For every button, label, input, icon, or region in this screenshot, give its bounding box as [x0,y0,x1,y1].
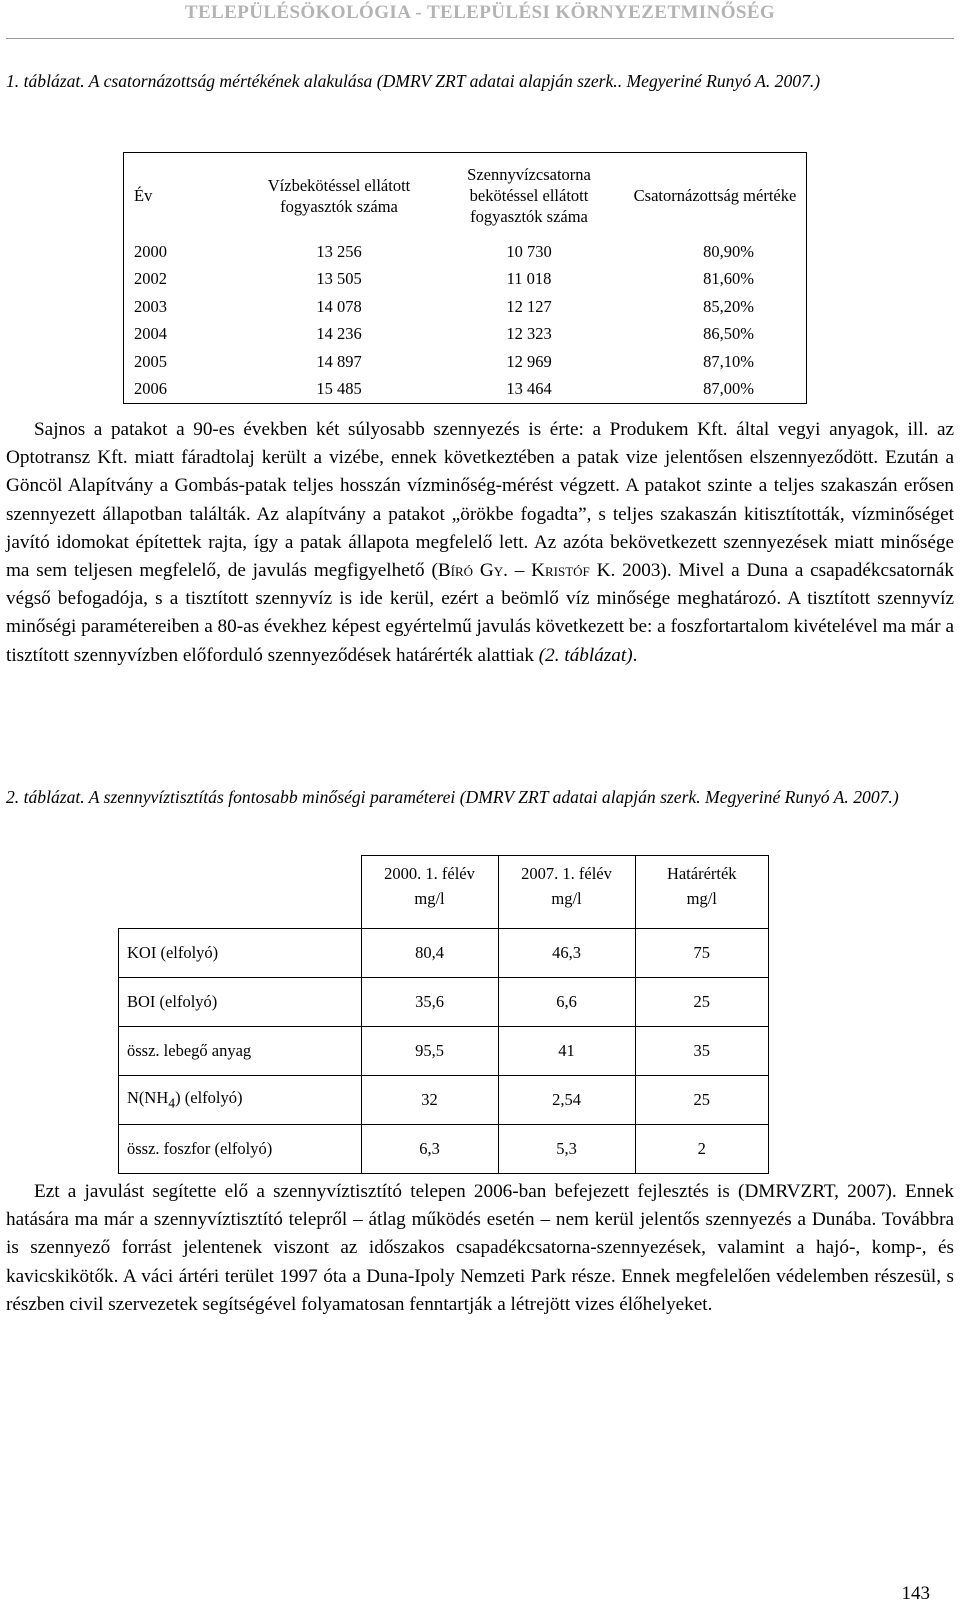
table-cell: 81,60% [703,269,754,289]
page-number: 143 [901,1583,930,1604]
row-label: össz. lebegő anyag [119,1027,362,1076]
label-subscript: 4 [168,1095,176,1111]
table1 [123,152,807,404]
table-cell: 95,5 [361,1027,498,1076]
table-cell: 14 236 [316,324,362,344]
table-cell: 12 969 [506,351,552,371]
table-cell: 75 [635,929,769,978]
table-row [119,978,769,1027]
table-cell: 86,50% [703,324,754,344]
table1-header-row [124,153,807,239]
table-cell: 46,3 [498,929,635,978]
table-row [119,1027,769,1076]
table-cell: 13 464 [506,379,552,399]
table-cell: 2006 [134,379,167,399]
table-cell: 11 018 [506,269,552,289]
header-line: 2000. 1. félév [384,864,475,883]
table-cell: 80,4 [361,929,498,978]
table2-header-limit [635,856,769,929]
table-cell: 6,3 [361,1125,498,1174]
paragraph-pollution [6,416,954,670]
table2-header-2000 [361,856,498,929]
citation-author: Bíró Gy. [437,560,508,582]
table-cell: 12 127 [506,296,552,316]
header-line: Határérték [666,864,737,883]
paragraph-text: 2003). Mivel a Duna a csapadékcsatornák végső befogadója, s a tisztított szennyvíz is ide kerül, ezért a beömlő víz minősége meghatározó. A tisztított szennyvíz minőségi paramétereiben a 80-as évekhez képest egyértelmű javulás következett be: a foszfortartalom kivételével ma már a tisztított szennyvízben előforduló szennyeződések határérték alattiak [6,560,954,666]
table-row [124,376,807,404]
table1-header-sewer: Szennyvízcsatorna bekötéssel ellátott fogyasztók száma [467,165,591,226]
table-reference: (2. táblázat) [538,644,633,666]
citation-dash: – [507,560,532,582]
citation-author: Kristóf K. [531,560,616,582]
table1-caption: 1. táblázat. A csatornázottság mértékének alakulása (DMRV ZRT adatai alapján szerk.. Megyeriné Runyó A. 2007.) [6,71,821,91]
table-cell: 14 078 [316,296,362,316]
table-cell: 87,00% [703,379,754,399]
table-cell: 25 [635,1076,769,1125]
table-cell: 35,6 [361,978,498,1027]
table2-header-row [119,856,769,929]
table-row [124,348,807,376]
header-unit: mg/l [686,889,717,908]
table-cell: 85,20% [703,296,754,316]
table-cell: 2004 [134,324,167,344]
table-row [119,929,769,978]
table-cell: 13 505 [316,269,362,289]
table-row [119,1076,769,1125]
table-row [124,238,807,266]
running-header: TELEPÜLÉSÖKOLÓGIA - TELEPÜLÉSI KÖRNYEZETMINŐSÉG [184,2,776,23]
table-cell: 14 897 [316,351,362,371]
table1-header-water: Vízbekötéssel ellátott fogyasztók száma [267,175,411,216]
row-label: KOI (elfolyó) [119,929,362,978]
header-line: 2007. 1. félév [521,864,612,883]
table-cell: 80,90% [703,241,754,261]
table-cell: 35 [635,1027,769,1076]
table2-caption: 2. táblázat. A szennyvíztisztítás fontosabb minőségi paraméterei (DMRV ZRT adatai alapján szerk. Megyeriné Runyó A. 2007.) [6,787,899,807]
table-cell: 13 256 [316,241,362,261]
header-unit: mg/l [551,889,582,908]
table-cell: 41 [498,1027,635,1076]
table-cell: 12 323 [506,324,552,344]
label-part: ) (elfolyó) [175,1088,243,1108]
header-rule [6,38,954,39]
table-row [124,321,807,349]
table-cell: 87,10% [703,351,754,371]
table-row [119,1125,769,1174]
table-cell: 32 [361,1076,498,1125]
table1-header-year: Év [134,186,153,205]
table-row [124,293,807,321]
table-cell: 2000 [134,241,167,261]
table-cell: 2003 [134,296,167,316]
table-row [124,266,807,294]
table-cell: 2 [635,1125,769,1174]
paragraph-text: Sajnos a patakot a 90-es években két súlyosabb szennyezés is érte: a Produkem Kft. által vegyi anyagok, ill. az Optotransz Kft. miatt fáradtolaj került a vizébe, ennek következtében a patak vize jelentősen elszennyeződött. Ezután a Göncöl Alapítvány a Gombás-patak teljes hosszán vízminőség-mérést végzett. A patakot szinte a teljes szakaszán erősen szennyezett állapotban találták. Az alapítvány a patakot „örökbe fogadta”, s teljes szakaszán kitisztították, vízminőséget javító idomokat építettek rajta, így a patak állapota megfelelő lett. Az azóta bekövetkezett szennyezések miatt minősége ma sem teljesen megfelelő, de javulás megfigyelhető ( [6,419,954,582]
label-part: N(NH [127,1088,169,1108]
table-cell: 6,6 [498,978,635,1027]
table1-header-rate: Csatornázottság mértéke [633,186,797,205]
table-cell: 10 730 [506,241,552,261]
table-cell: 25 [635,978,769,1027]
table-cell: 2005 [134,351,167,371]
table-cell: 15 485 [316,379,362,399]
header-unit: mg/l [414,889,445,908]
row-label: össz. foszfor (elfolyó) [119,1125,362,1174]
paragraph-improvement: Ezt a javulást segítette elő a szennyvíztisztító telepen 2006-ban befejezett fejlesztés is (DMRVZRT, 2007). Ennek hatására ma már a szennyvíztisztító telepről – átlag működés esetén – nem kerül jelentős szennyezés a Dunába. Továbbra is szennyező forrást jelentenek viszont az időszakos csapadékcsatorna-szennyezések, valamint a hajó-, komp-, és kavicskikötők. A váci ártéri terület 1997 óta a Duna-Ipoly Nemzeti Park része. Ennek megfelelően védelemben részesül, s részben civil szervezetek segítségével folyamatosan fenntartják a létrejött vizes élőhelyeket. [6,1181,954,1315]
table2-header-2007 [498,856,635,929]
row-label [119,1076,362,1125]
row-label: BOI (elfolyó) [119,978,362,1027]
table2 [118,855,769,1174]
paragraph-end: . [632,644,638,666]
table-cell: 2,54 [498,1076,635,1125]
table-cell: 2002 [134,269,167,289]
table2-corner [119,856,362,929]
table-cell: 5,3 [498,1125,635,1174]
